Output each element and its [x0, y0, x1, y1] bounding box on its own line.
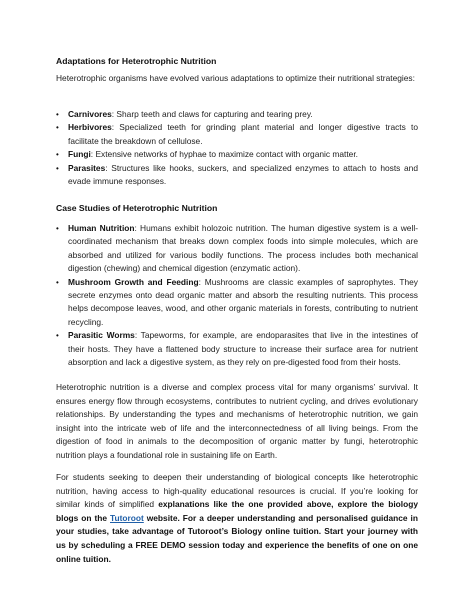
- section-heading-adaptations: Adaptations for Heterotrophic Nutrition: [56, 56, 217, 66]
- cta-paragraph: For students seeking to deepen their understanding of biological concepts like heterotrophic nutrition, having access to high-quality educational resources is crucial. If you’re looking for similar kinds of simplified explanations like the one provided above, explore the biology blogs on the Tutoroot website. For a deeper understanding and personalised guidance in your studies, take advantage of Tutoroot’s Biology online tuition. Start your journey with us by scheduling a FREE DEMO session today and experience the benefits of one on one online tuition.: [56, 472, 418, 564]
- adaptations-intro: Heterotrophic organisms have evolved various adaptations to optimize their nutritional strategies:: [56, 73, 415, 83]
- list-item: • Mushroom Growth and Feeding: Mushrooms are classic examples of saprophytes. They secrete enzymes onto dead organic matter and absorb the resulting nutrients. This process helps decompose leaves, wood, and other organic materials in forests, contributing to nutrient recycling.: [56, 276, 418, 327]
- list-item: • Parasites: Structures like hooks, suckers, and specialized enzymes to attach to hosts and evade immune responses.: [56, 162, 418, 187]
- list-item: • Fungi: Extensive networks of hyphae to maximize contact with organic matter.: [56, 148, 418, 161]
- bullet-icon: •: [56, 277, 59, 287]
- bullet-icon: •: [56, 110, 59, 119]
- bullet-icon: •: [56, 331, 59, 341]
- list-item: • Human Nutrition: Humans exhibit holozoic nutrition. The human digestive system is a well-coordinated mechanism that breaks down complex foods into simple molecules, which are absorbed and utilized for various bodily functions. The process includes both mechanical digestion (chewing) and chemical digestion (enzymatic action).: [56, 223, 418, 274]
- list-item: • Carnivores: Sharp teeth and claws for capturing and tearing prey.: [56, 108, 418, 121]
- tutoroot-link[interactable]: Tutoroot: [110, 512, 144, 523]
- list-item: • Herbivores: Specialized teeth for grinding plant material and longer digestive tracts to facilitate the breakdown of cellulose.: [56, 122, 418, 146]
- bullet-icon: •: [56, 150, 59, 160]
- bullet-icon: •: [56, 163, 59, 173]
- bullet-icon: •: [56, 224, 59, 233]
- conclusion-paragraph: Heterotrophic nutrition is a diverse and complex process vital for many organisms’ survival. It ensures energy flow through ecosystems, contributes to nutrient cycling, and drives evolutionary relationships. By understanding the types and mechanisms of heterotrophic nutrition, we gain insight into the intricate web of life and the interconnectedness of all living beings. From the digestion of food in animals to the decomposition of organic matter by fungi, heterotrophic nutrition plays a foundational role in sustaining life on Earth.: [56, 382, 418, 460]
- list-item: • Parasitic Worms: Tapeworms, for example, are endoparasites that live in the intestines of their hosts. They have a flattened body structure to increase their surface area for nutrient absorption and lack a digestive system, as they rely on pre-digested food from their hosts.: [56, 330, 419, 368]
- section-heading-case-studies: Case Studies of Heterotrophic Nutrition: [56, 203, 218, 213]
- case-studies-list: [56, 222, 418, 369]
- adaptations-list: [56, 108, 418, 188]
- bullet-icon: •: [56, 123, 59, 133]
